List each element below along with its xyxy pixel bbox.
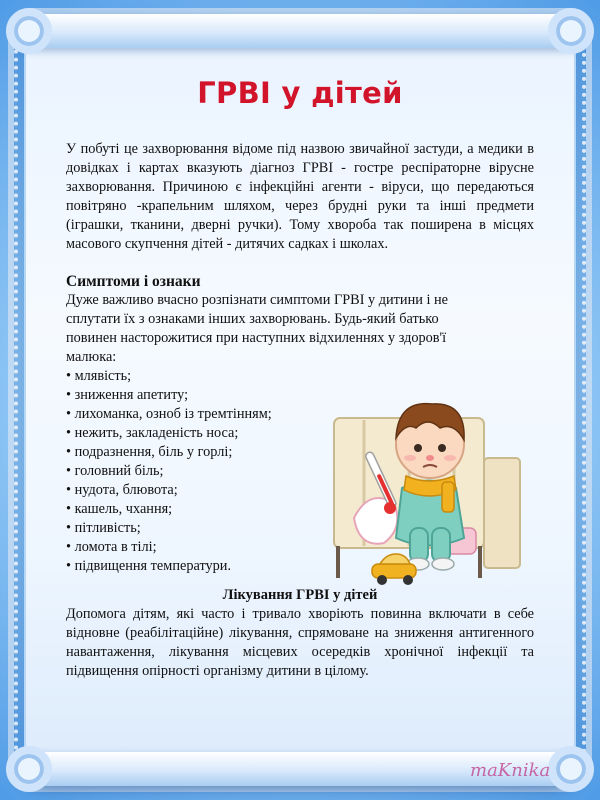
intro-paragraph: У побуті це захворювання відоме під назвою звичайної застуди, а медики в довідках і картах вказують діагноз ГРВІ - гостре респіраторне вірусне захворювання. Причиною є інфекційні агенти - віруси, що передаються повітряно -крапельним шляхом, через брудні руки та інші предмети (іграшки, тканини, дверні ручки). Тому хвороба так поширена в місцях масового скупчення дітей - дитячих садках і школах.: [66, 141, 534, 252]
scroll-swirl-top-left: [6, 8, 52, 54]
list-item: • подразнення, біль у горлі;: [66, 444, 233, 460]
toy-car-icon: [372, 554, 416, 585]
list-item: • нежить, закладеність носа;: [66, 425, 239, 441]
list-item: • зниження апетиту;: [66, 387, 189, 403]
treatment-paragraph: Допомога дітям, які часто і тривало хворіють повинна включати в себе відновне (реабілітаційне) лікування, спрямоване на зниження антигенного навантаження, лікування місцевих осередків хронічної інфекції та підвищення опірності організму дитини в цілому.: [66, 606, 534, 679]
list-item: • головний біль;: [66, 463, 164, 479]
scroll-roll-top: [16, 14, 584, 48]
symptoms-heading: Симптоми і ознаки: [66, 273, 201, 290]
scroll-swirl-bottom-left: [6, 746, 52, 792]
list-item: • нудота, блювота;: [66, 482, 178, 498]
list-item: • лихоманка, озноб із тремтінням;: [66, 406, 272, 422]
sick-child-illustration: [324, 378, 538, 588]
treatment-heading: Лікування ГРВІ у дітей: [222, 587, 378, 603]
list-item: • пітливість;: [66, 520, 141, 536]
watermark-signature: maKnika: [470, 760, 551, 781]
list-item: • млявість;: [66, 368, 132, 384]
scroll-swirl-bottom-right: [548, 746, 594, 792]
list-item: • кашель, чхання;: [66, 501, 173, 517]
list-item: • ломота в тілі;: [66, 539, 157, 555]
scroll-swirl-top-right: [548, 8, 594, 54]
page-title: ГРВІ у дітей: [197, 76, 403, 110]
symptoms-intro: Дуже важливо вчасно розпізнати симптоми ГРВІ у дитини і не сплутати їх з ознаками інших захворювань. Будь-який батько повинен насторожитися при наступних відхиленнях у здоров'ї малюка:: [66, 292, 449, 365]
list-item: • підвищення температури.: [66, 558, 232, 574]
